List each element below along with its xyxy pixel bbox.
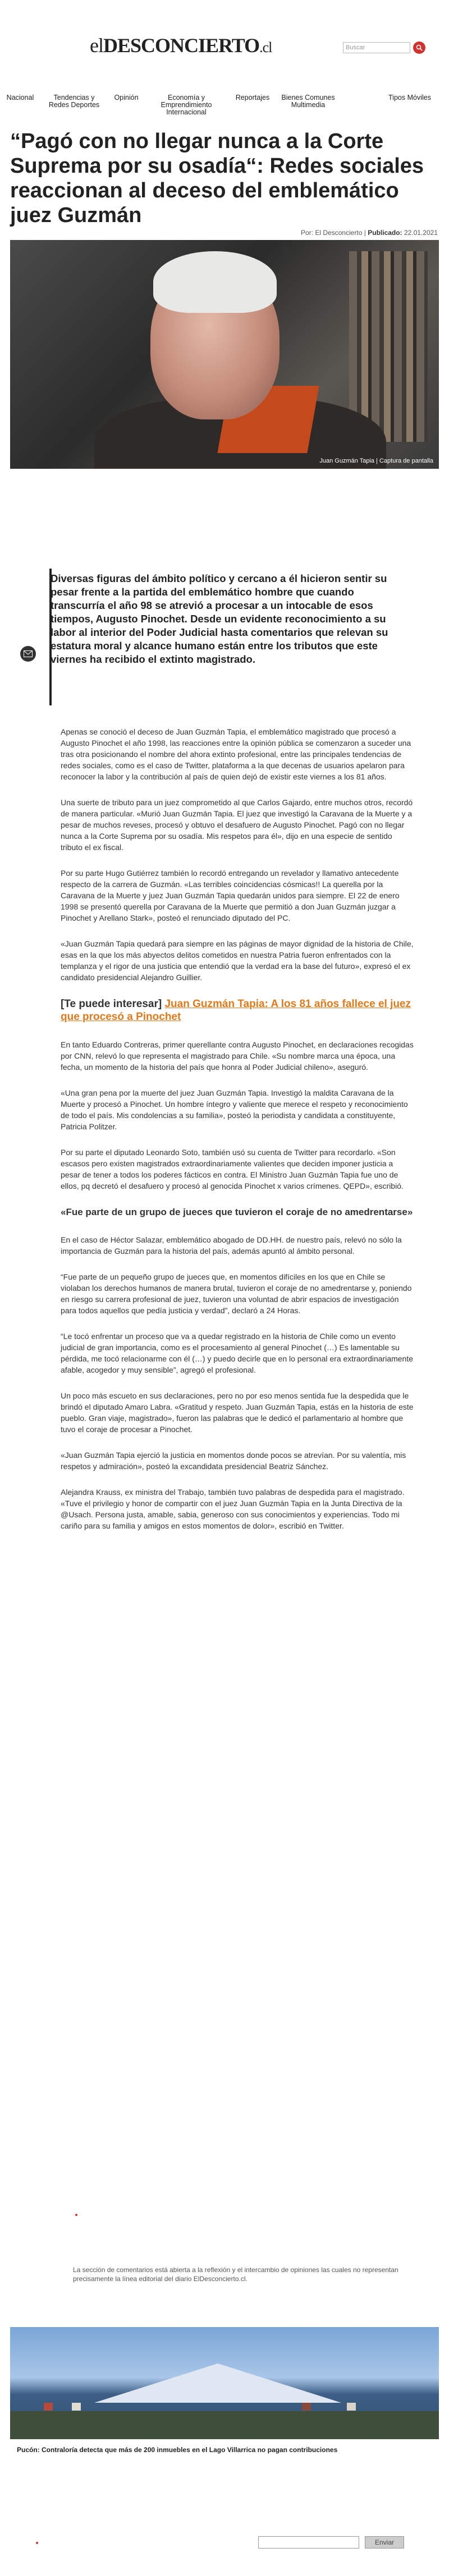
nav-item-opinion[interactable]: Opinión bbox=[114, 94, 139, 101]
house-shape bbox=[72, 2403, 81, 2411]
comments-note: La sección de comentarios está abierta a la reflexión y el intercambio de opiniones las cuales no representan precisamente la línea editorial del diario ElDesconcierto.cl. bbox=[73, 2266, 398, 2283]
logo-part-el: el bbox=[90, 34, 103, 57]
logo-part-cierto: CIERTO bbox=[184, 34, 260, 57]
mail-icon bbox=[24, 650, 33, 657]
byline-label: Por: bbox=[301, 229, 314, 237]
shoreline-shape bbox=[10, 2411, 439, 2439]
article-byline: Por: El Desconcierto | Publicado: 22.01.2021 bbox=[301, 229, 438, 237]
logo-part-tld: .cl bbox=[259, 39, 272, 56]
site-header bbox=[0, 0, 449, 93]
photo-caption: Juan Guzmán Tapia | Captura de pantalla bbox=[319, 458, 433, 464]
nav-item-bienes-comunes[interactable]: Bienes Comunes Multimedia bbox=[281, 94, 335, 109]
paragraph-1: Apenas se conoció el deceso de Juan Guzmán Tapia, el emblemático magistrado que procesó a Augusto Pinochet el año 1998, las reacciones entre la opinión pública se comenzaron a suceder una tras otra posicionando el nombre del ahora extinto profesional, entre las principales tendencias de redes sociales, como es el caso de Twitter, plataforma a la que decenas de usuarios apelaron para reconocer la labor y la contribución al país de quien dejó de existir este viernes a los 81 años. bbox=[61, 727, 411, 781]
nav-item-economia[interactable]: Economía y Emprendimiento Internacional bbox=[161, 94, 212, 116]
paragraph-4: «Juan Guzmán Tapia quedará para siempre en las páginas de mayor dignidad de la historia de Chile, esas en la que los más abyectos delitos cometidos en nuestra Patria fueron enfrentados con la templanza y el rigor de una justicia que entendió que la verdad era la base del futuro», expresó el ex candidato presidencial Alejandro Guillier. bbox=[61, 939, 414, 982]
footer-marker-dot bbox=[36, 2542, 38, 2544]
house-shape bbox=[44, 2403, 53, 2411]
page-title: “Pagó con no llegar nunca a la Corte Suprema por su osadía“: Redes sociales reaccionan al deceso del emblemático juez Guzmán bbox=[10, 130, 424, 227]
paragraph-10: “Le tocó enfrentar un proceso que va a quedar registrado en la historia de Chile como un evento judicial de gran importancia, como es el procesamiento al general Pinochet (…) Es lamentable su pérdida, me tocó relacionarme con él (…) y puedo decirle que en lo personal era extraordinariamente afable, acogedor y muy sensible”, agregó el profesional. bbox=[61, 1332, 414, 1374]
search-icon bbox=[416, 44, 423, 51]
paragraph-13: Alejandra Krauss, ex ministra del Trabajo, también tuvo palabras de despedida para el magistrado. «Tuve el privilegio y honor de compartir con el juez Juan Guzmán Tapia en la Junta Directiva de la @Usach. Persona justa, amable, sabia, generoso con sus conocimientos y experiencias. Todo mi cariño para su familia y amigos en estos momentos de dolor», escribió en Twitter. bbox=[61, 1488, 405, 1530]
footer-email-input[interactable] bbox=[258, 2536, 359, 2549]
related-card-title[interactable]: Pucón: Contraloría detecta que más de 200 inmuebles en el Lago Villarrica no pagan contribuciones bbox=[17, 2446, 338, 2454]
article-body bbox=[61, 726, 414, 1546]
nav-item-reportajes[interactable]: Reportajes bbox=[235, 94, 270, 101]
paragraph-8: En el caso de Héctor Salazar, emblemático abogado de DD.HH. de nuestro país, relevó no sólo la importancia de Guzmán para la historia del país, además apuntó al ámbito personal. bbox=[61, 1235, 402, 1255]
paragraph-6: «Una gran pena por la muerte del juez Juan Guzmán Tapia. Investigó la maldita Caravana de la Muerte y procesó a Pinochet. Un hombre íntegro y valiente que merece el respeto y reconocimiento de todo el país. Mis condolencias a su familia», posteó la periodista y candidata a constituyente, Patricia Politzer. bbox=[61, 1088, 408, 1131]
paragraph-5: En tanto Eduardo Contreras, primer querellante contra Augusto Pinochet, en declaraciones recogidas por CNN, relevó lo que representa el magistrado para Chile. «Su nombre marca una época, una fecha, un momento de la historia del país que honra al Poder Judicial chileno», aseguró. bbox=[61, 1040, 414, 1072]
byline-author[interactable]: El Desconcierto bbox=[315, 229, 363, 237]
house-shape bbox=[347, 2403, 356, 2411]
volcano-shape bbox=[94, 2363, 341, 2403]
photo-bookshelf bbox=[349, 251, 428, 442]
related-card-image[interactable] bbox=[10, 2327, 439, 2439]
site-logo[interactable] bbox=[90, 34, 272, 57]
published-label: Publicado: bbox=[368, 229, 402, 237]
paragraph-2: Una suerte de tributo para un juez comprometido al que Carlos Gajardo, entre muchos otros, recordó de manera particular. «Murió Juan Guzmán Tapia. El juez que investigó la Caravana de la Muerte y a pesar de muchos reveses, procesó y obtuvo el desafuero de Augusto Pinochet. Pagó con no llegar nunca a la Corte Suprema por su osadía. Mis respetos para él», dijo en una especie de sentido tributo el ex fiscal. bbox=[61, 798, 413, 852]
related-article bbox=[61, 998, 414, 1023]
section-subheading: «Fue parte de un grupo de jueces que tuvieron el coraje de no amedrentarse» bbox=[61, 1207, 413, 1217]
search-input[interactable]: Buscar bbox=[343, 42, 410, 53]
published-date: 22.01.2021 bbox=[404, 229, 438, 237]
share-button[interactable] bbox=[20, 646, 36, 662]
nav-item-tipos-moviles[interactable]: Tipos Móviles bbox=[388, 94, 431, 101]
paragraph-3: Por su parte Hugo Gutiérrez también lo recordó entregando un revelador y llamativo antecedente respecto de la carrera de Guzmán. «Las terribles coincidencias cósmicas!! La querella por la Caravana de la Muerte y juez Juan Guzmán Tapia quedarán unidos para siempre. El 22 de enero 1998 se presentó querella por Caravana de la Muerte que permitió a don Juan Guzmán juzgar a Pinochet y Arellano Stark», posteó el renunciado diputado del PC. bbox=[61, 869, 400, 922]
article-lead: Diversas figuras del ámbito político y cercano a él hicieron sentir su pesar frente a la partida del emblemático hombre que cuando transcurría el año 98 se atrevió a procesar a un intocable de esos tiempos, Augusto Pinochet. Desde un evidente reconocimiento a su labor al interior del Poder Judicial hasta comentarios que relevan su estatura moral y alcance humano están entre los tributos que este viernes ha recibido el extinto magistrado. bbox=[51, 573, 388, 665]
main-nav bbox=[0, 94, 449, 116]
paragraph-11: Un poco más escueto en sus declaraciones, pero no por eso menos sentida fue la despedida que le brindó el diputado Amaro Labra. «Gratitud y respeto. Juan Guzmán Tapia, estás en la historia de este pueblo. Gran viaje, magistrado», fueron las palabras que le dedicó el parlamentario al hombre que tuvo el coraje de procesar a Pinochet. bbox=[61, 1391, 414, 1434]
paragraph-7: Por su parte el diputado Leonardo Soto, también usó su cuenta de Twitter para recordarlo. «Son escasos pero existen magistrados extraordinariamente valientes que deciden imponer justicia a pesar de tener a todos los poderes fácticos en contra. El Ministro Juan Guzmán Tapia fue uno de ellos, pq decretó el desafuero y procesó al genocida Pinochet x varios crímenes. QEPD», escribió. bbox=[61, 1148, 404, 1190]
related-label: [Te puede interesar] bbox=[61, 998, 162, 1010]
paragraph-12: «Juan Guzmán Tapia ejerció la justicia en momentos donde pocos se atrevían. Por su valentía, mis respetos y admiración», posteó la excandidata presidencial Beatriz Sánchez. bbox=[61, 1451, 406, 1471]
photo-hair bbox=[153, 251, 277, 313]
logo-part-descon: DESCON bbox=[103, 34, 185, 57]
house-shape bbox=[302, 2403, 311, 2411]
send-button[interactable]: Enviar bbox=[365, 2536, 404, 2549]
nav-item-tendencias[interactable]: Tendencias y Redes Deportes bbox=[48, 94, 100, 109]
paragraph-9: “Fue parte de un pequeño grupo de jueces que, en momentos difíciles en los que en Chile se violaban los derechos humanos de manera brutal, tuvieron el coraje de no amedrentarse y, poniendo en riesgo su carrera profesional de juez, tuvieron una voluntad de abrir espacios de investigación para todos aquellos que pedía justicia y verdad”, declaró a 24 Horas. bbox=[61, 1272, 412, 1315]
comments-marker-dot bbox=[75, 2214, 77, 2216]
nav-item-nacional[interactable]: Nacional bbox=[6, 94, 34, 101]
search-button[interactable] bbox=[413, 41, 425, 54]
article-photo bbox=[10, 240, 439, 469]
related-link[interactable]: Juan Guzmán Tapia: A los 81 años fallece el juez que procesó a Pinochet bbox=[61, 998, 411, 1023]
